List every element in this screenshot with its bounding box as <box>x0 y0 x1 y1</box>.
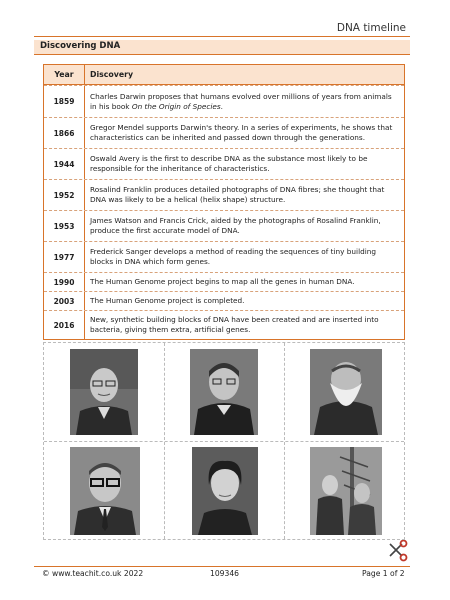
table-header-row <box>44 65 404 85</box>
footer-copyright: © www.teachit.co.uk 2022 <box>42 569 144 578</box>
footer-page-number: Page 1 of 2 <box>362 569 405 578</box>
portrait-elderly-man-white-beard <box>310 349 382 435</box>
discovery-cell <box>90 86 400 117</box>
column-header-year: Year <box>44 65 85 84</box>
book-title: On the Origin of Species <box>131 101 221 111</box>
table-row <box>44 179 404 210</box>
scissors-icon <box>386 540 408 562</box>
discovery-cell: Frederick Sanger develops a method of reading the sequences of tiny building blocks in DNA which form genes. <box>90 247 377 266</box>
year-cell: 1859 <box>44 86 85 117</box>
discovery-text: Charles Darwin proposes that humans evolved over millions of years from animals in his book <box>90 91 392 111</box>
year-cell: 2016 <box>44 311 85 339</box>
year-cell: 1953 <box>44 211 85 241</box>
year-cell: 2003 <box>44 292 85 310</box>
year-cell: 1952 <box>44 180 85 210</box>
footer-resource-id: 109346 <box>210 569 239 578</box>
section-heading-bar <box>34 40 410 55</box>
table-row <box>44 310 404 339</box>
table-row <box>44 291 404 310</box>
header-rule <box>34 36 410 37</box>
section-title: Discovering DNA <box>40 41 121 51</box>
photo-cutout-grid <box>43 342 405 540</box>
table-row <box>44 148 404 179</box>
year-cell: 1990 <box>44 273 85 291</box>
discovery-cell: The Human Genome project begins to map all the genes in human DNA. <box>90 277 355 286</box>
timeline-table <box>43 64 405 340</box>
table-row <box>44 85 404 117</box>
discovery-cell: Oswald Avery is the first to describe DNA as the substance most likely to be responsible for the inheritance of characteristics. <box>90 154 368 173</box>
portrait-older-man-glasses <box>70 349 138 435</box>
portrait-bearded-man-collar <box>190 349 258 435</box>
document-title: DNA timeline <box>336 22 406 34</box>
discovery-cell: James Watson and Francis Crick, aided by the photographs of Rosalind Franklin, produce the first accurate model of DNA. <box>90 216 381 235</box>
discovery-cell: Gregor Mendel supports Darwin's theory. In a series of experiments, he shows that characteristics can be inherited and passed down through the generations. <box>90 123 393 142</box>
year-cell: 1944 <box>44 149 85 179</box>
cut-line-horizontal <box>44 441 404 442</box>
document-header <box>34 20 410 36</box>
portrait-young-woman <box>192 447 258 535</box>
discovery-cell: New, synthetic building blocks of DNA have been created and are inserted into bacteria, giving them extra, artificial genes. <box>90 315 379 334</box>
discovery-cell: The Human Genome project is completed. <box>90 296 245 305</box>
table-row <box>44 210 404 241</box>
table-row <box>44 241 404 272</box>
footer-rule <box>34 566 410 567</box>
column-header-discovery: Discovery <box>90 69 134 79</box>
table-row <box>44 272 404 291</box>
discovery-cell: Rosalind Franklin produces detailed photographs of DNA fibres; she thought that DNA was likely to be a helical (helix shape) structure. <box>90 185 385 204</box>
portrait-man-thick-glasses <box>70 447 140 535</box>
table-row <box>44 117 404 148</box>
year-cell: 1866 <box>44 118 85 148</box>
photo-two-men-dna-model <box>310 447 382 535</box>
discovery-text-end: . <box>220 101 223 111</box>
year-cell: 1977 <box>44 242 85 272</box>
